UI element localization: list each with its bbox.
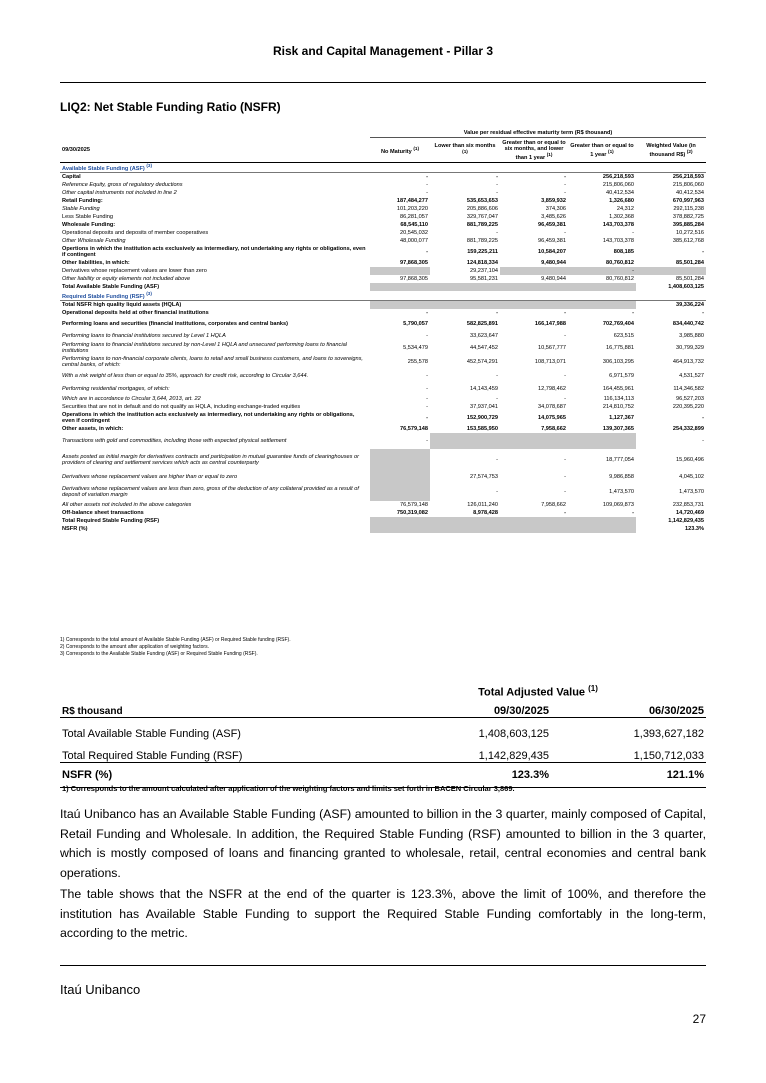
table-row: Reference Equity, gross of regulatory deductions - - - 215,806,060 215,806,060 — [62, 181, 705, 188]
table-row: Total Available Stable Funding (ASF) 1,408,603,125 1,393,627,182 — [62, 728, 704, 740]
page-number: 27 — [692, 1012, 706, 1026]
table-row: Performing loans to non-financial corporate clients, loans to retail and small business customers, and loans to sovereigns, central banks, of which: 255,578 452,574,291 108,713,071 306,103,295 464,913,732 — [62, 355, 705, 368]
summary-footnote: 1) Corresponds to the amount calculated after application of the weighting factors and limits set forth in BACEN Circular 3,869. — [62, 784, 515, 793]
table-row: Performing loans and securities (financial institutions, corporates and central banks) 5,790,057 582,825,891 166,147,988 702,769,404 834,440,742 — [62, 320, 705, 327]
table-row: Performing residential mortgages, of which: - 14,143,459 12,798,462 164,455,961 114,346,582 — [62, 385, 705, 392]
footer-brand: Itaú Unibanco — [60, 982, 141, 997]
table-row: Derivatives whose replacement values are higher than or equal to zero 27,574,753 - 9,986,858 4,045,102 — [60, 471, 706, 483]
summary-col-previous: 06/30/2025 — [551, 699, 706, 718]
table-row: Which are in accordance to Circular 3,644, 2013, art. 22 - - - 116,134,113 96,527,203 — [62, 395, 705, 402]
table-row: Less Stable Funding 86,281,057 329,767,047 3,485,626 1,302,368 378,882,725 — [62, 213, 705, 220]
table-date: 09/30/2025 — [60, 138, 370, 163]
header-rule — [60, 82, 706, 83]
section-header-row: Required Stable Funding (RSF) $^{(3)}$ — [60, 291, 706, 300]
table-row: Securities that are not in default and do not qualify as HQLA, including exchange-traded equities - 37,937,041 34,078,687 214,810,752 220,395,220 — [62, 403, 705, 410]
table-row: All other assets not included in the above categories 76,579,148 126,011,240 7,958,662 109,069,873 232,853,731 — [62, 501, 705, 508]
col-header: Weighted Value (in thousand R$) $^{(2)}$ — [636, 138, 706, 163]
nsfr-row: NSFR (%) 123.3% 121.1% — [60, 763, 706, 788]
table-row: Derivatives whose replacement values are less than zero, gross of the deduction of any collateral provided as a result of deposit of variation margin - - 1,473,570 1,473,570 — [60, 483, 706, 501]
footer-rule — [60, 965, 706, 966]
table-row: Derivatives whose replacement values are lower than zero 29,237,104 - — [60, 267, 706, 275]
table-row: Assets posted as initial margin for derivatives contracts and participation in mutual guarantee funds of clearinghouses or providers of clearing and settlement services which acts as central counterparty - - 18,777,054 15,960,496 — [60, 449, 706, 471]
table-row: Total Available Stable Funding (ASF) 1,408,603,125 — [62, 283, 705, 290]
table-row: NSFR (%) 123.3% — [62, 525, 705, 532]
table-row: Operational deposits held at other financial institutions - - - - - — [62, 309, 705, 316]
table-row: Capital - - - 256,218,593 256,218,593 — [62, 173, 705, 180]
table-footnote: 2) Corresponds to the amount after application of weighting factors. — [60, 644, 209, 650]
table-row: Performing loans to financial institutions secured by non-Level 1 HQLA and unsecured performing loans to financial institutions 5,534,479 44,547,452 10,567,777 16,775,881 30,799,329 — [62, 341, 705, 354]
table-row: Stable Funding 101,203,220 205,886,606 374,306 24,312 292,115,238 — [62, 205, 705, 212]
table-row: Performing loans to financial institutions secured by Level 1 HQLA - 33,623,647 - 623,515 3,985,880 — [62, 332, 705, 339]
table-row: Other liabilities, in which: 97,868,305 124,818,334 9,480,944 80,760,812 85,501,284 — [62, 259, 705, 266]
section-title: LIQ2: Net Stable Funding Ratio (NSFR) — [60, 100, 281, 114]
summary-group-header: Total Adjusted Value $^{(1)}$ — [478, 684, 598, 699]
col-header: Greater than or equal to six months, and lower than 1 year $^{(1)}$ — [500, 138, 568, 163]
table-row: Transactions with gold and commodities, including those with expected physical settlement - - — [60, 433, 706, 449]
table-row: Retail Funding: 187,484,277 535,653,653 3,859,932 1,326,680 670,997,963 — [62, 197, 705, 204]
summary-unit: R$ thousand — [60, 699, 370, 718]
summary-table — [60, 683, 706, 788]
section-header-row: Available Stable Funding (ASF) $^{(3)}$ — [60, 163, 706, 173]
body-paragraph: The table shows that the NSFR at the end of the quarter is 123.3%, above the limit of 100%, and therefore the institution has Available Stable Funding to support the Required Stable Funding comfortably in the long-term, according to the metric. — [60, 887, 706, 940]
table-row: Wholesale Funding: 68,545,110 881,789,225 96,459,381 143,703,378 395,885,284 — [62, 221, 705, 228]
table-row: Other Wholesale Funding 48,000,077 881,789,225 96,459,381 143,703,378 385,612,768 — [62, 237, 705, 244]
col-header: Lower than six months $^{(1)}$ — [430, 138, 500, 163]
summary-col-current: 09/30/2025 — [370, 699, 551, 718]
liq2-body — [60, 163, 706, 533]
table-row: Other assets, in which: 76,579,148 153,585,950 7,958,662 139,307,365 254,332,899 — [62, 425, 705, 432]
table-row: Other liability or equity elements not included above 97,868,305 95,581,231 9,480,944 80,760,812 85,501,284 — [62, 275, 705, 282]
maturity-span-header: Value per residual effective maturity term (R$ thousand) — [370, 128, 706, 138]
table-row: With a risk weight of less than or equal to 35%, approach for credit risk, according to Circular 3,644. - - - 6,971,579 4,531,527 — [62, 372, 705, 379]
table-row: Operations in which the institution acts exclusively as intermediary, not undertaking any rights or obligations, even if contingent - 152,900,729 14,075,965 1,127,367 - — [62, 411, 705, 424]
col-header: Greater than or equal to 1 year $^{(1)}$ — [568, 138, 636, 163]
liq2-table — [60, 128, 706, 533]
body-paragraph: Itaú Unibanco has an Available Stable Funding (ASF) amounted to billion in the 3 quarter, mainly composed of Capital, Retail Funding and Wholesale. In addition, the Required Stable Funding (RSF) amounted to billion in the 3 quarter, which is mostly composed of loans and financing granted to wholesale, retail, central economies and central bank operations. — [60, 807, 706, 880]
col-header: No Maturity $^{(1)}$ — [370, 138, 430, 163]
table-row: Off-balance sheet transactions 750,319,082 8,978,428 - - 14,720,469 — [62, 509, 705, 516]
table-row: Total NSFR high quality liquid assets (HQLA) 39,336,224 — [62, 301, 705, 308]
table-row: Opertions in which the institution acts exclusively as intermediary, not undertaking any rights or obligations, even if contingent - 159,225,211 10,584,207 808,185 - — [62, 245, 705, 258]
page-header-title: Risk and Capital Management - Pillar 3 — [272, 44, 494, 58]
table-row: Total Required Stable Funding (RSF) 1,142,829,435 — [62, 517, 705, 524]
table-footnote: 1) Corresponds to the total amount of Available Stable Funding (ASF) or Required Stable funding (RSF). — [60, 637, 291, 643]
table-row: Operational deposits and deposits of member cooperatives 20,545,032 - - - 10,272,516 — [62, 229, 705, 236]
table-row: Total Required Stable Funding (RSF) 1,142,829,435 1,150,712,033 — [62, 750, 704, 762]
table-footnote: 3) Corresponds to the Available Stable Funding (ASF) or Required Stable Funding (RSF). — [60, 651, 258, 657]
table-row: Other capital instruments not included in line 2 - - - 40,412,534 40,412,534 — [62, 189, 705, 196]
